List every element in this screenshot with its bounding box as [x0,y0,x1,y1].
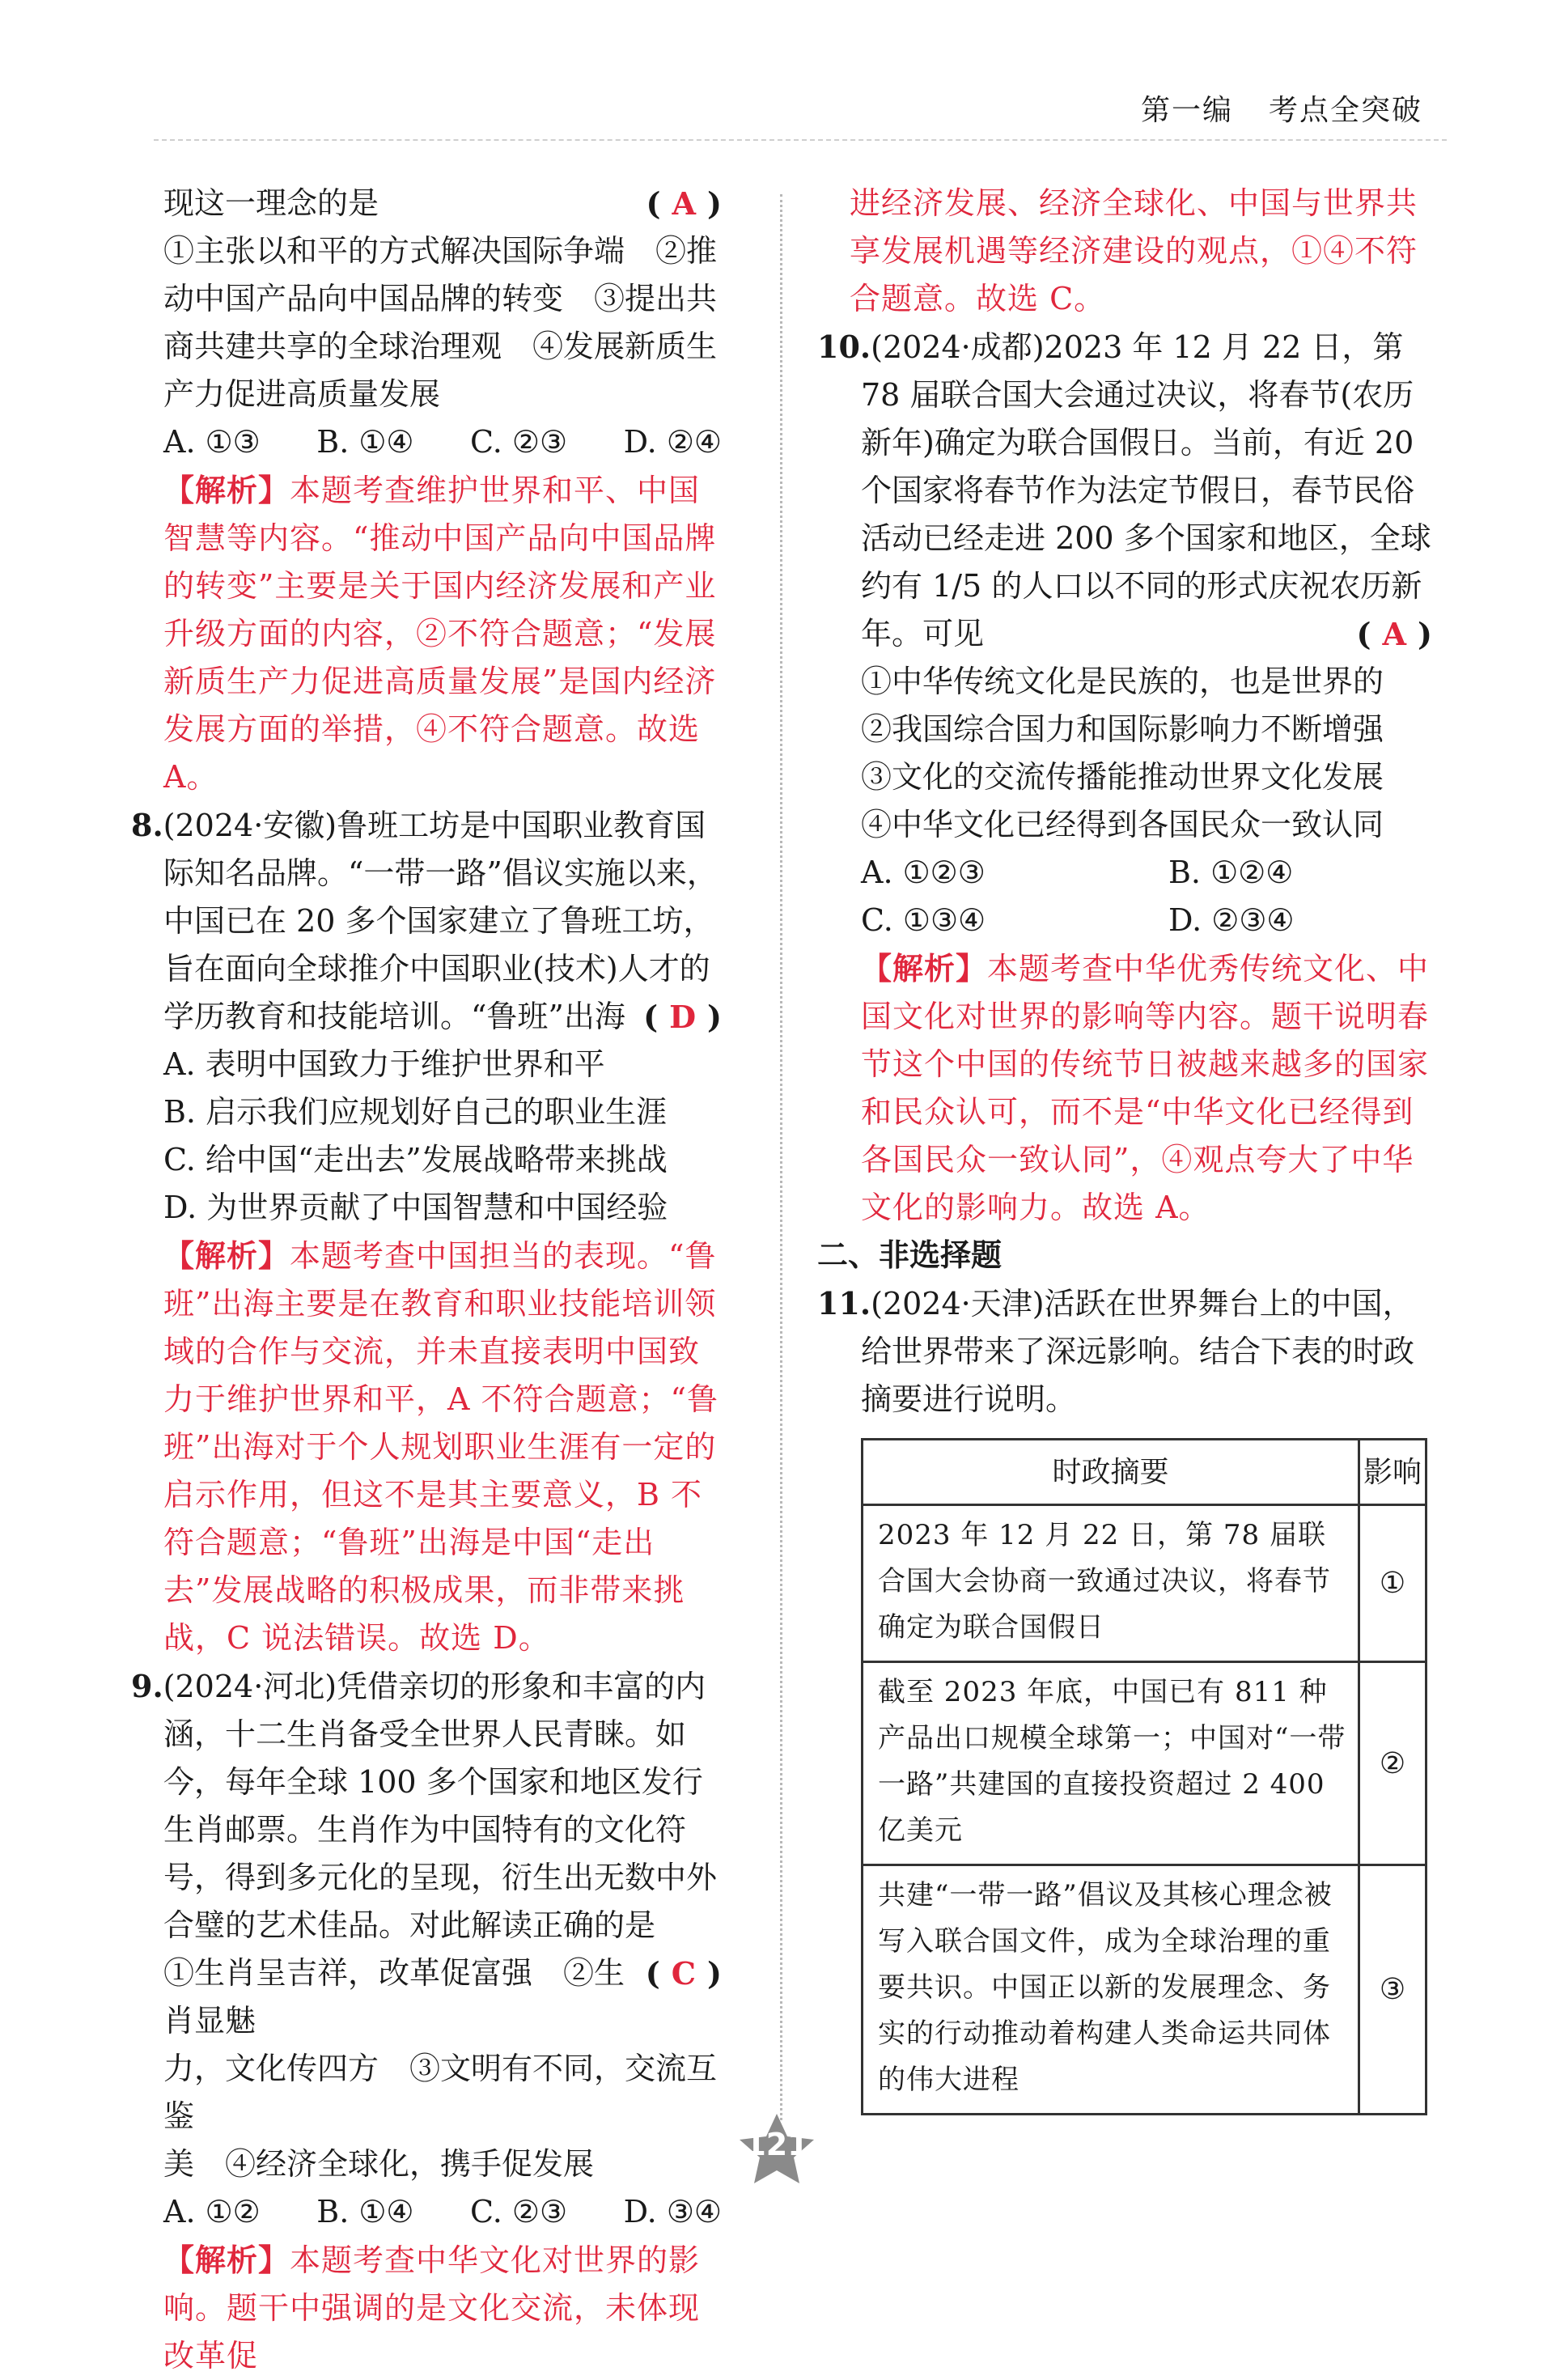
table-cell-content: 2023 年 12 月 22 日，第 78 届联合国大会协商一致通过决议，将春节确定为联合国假日 [863,1505,1359,1662]
q9-analysis-text: 本题考查中华文化对世界的影响。题干中强调的是文化交流，未体现改革促 [163,2242,701,2374]
q9-answer-letter: C [671,1955,697,1992]
header-part: 第一编 [1140,94,1233,127]
q9-option-d: D. ③④ [623,2194,722,2229]
q7-line-3: 商共建共享的全球治理观 ④发展新质生 [163,329,718,364]
q10-analysis-tag: 【解析】 [861,950,988,986]
q9-options [131,2188,722,2236]
summary-table [861,1438,1427,2115]
q10-option-d: D. ②③④ [1168,902,1295,938]
q8-analysis-tag: 【解析】 [163,1237,290,1274]
q8-stem-text: (2024·安徽)鲁班工坊是中国职业教育国际知名品牌。“一带一路”倡议实施以来，中国已在 20 多个国家建立了鲁班工坊，旨在面向全球推介中国职业(技术)人才的学历教育和技能培训。“鲁班”出海 [163,808,718,1034]
question-8 [131,801,722,1662]
q9-answer: ( C ) [645,1955,722,1992]
q7-line-2: 动中国产品向中国品牌的转变 ③提出共 [163,281,718,316]
q9-stem-text: (2024·河北)凭借亲切的形象和丰富的内涵，十二生肖备受全世界人民青睐。如今，每年全球 100 多个国家和地区发行生肖邮票。生肖作为中国特有的文化符号，得到多元化的呈现，衍生出无数中外合璧的艺术佳品。对此解读正确的是 [163,1669,718,1943]
table-header-summary: 时政摘要 [863,1440,1359,1505]
q8-option-a: A. 表明中国致力于维护世界和平 [163,1046,605,1082]
section-title: 二、非选择题 [817,1237,1003,1273]
q10-line-1: ①中华传统文化是民族的，也是世界的 [861,664,1384,699]
table-header-impact: 影响 [1359,1440,1426,1505]
question-9 [131,1662,722,2380]
q7-line-1: ①主张以和平的方式解决国际争端 ②推 [163,233,718,269]
q8-option-c: C. 给中国“走出去”发展战略带来挑战 [163,1142,668,1177]
table-cell-content: 共建“一带一路”倡议及其核心理念被写入联合国文件，成为全球治理的重要共识。中国正以新的发展理念、务实的行动推动着构建人类命运共同体的伟大进程 [863,1865,1359,2115]
q11-stem-text: (2024·天津)活跃在世界舞台上的中国，给世界带来了深远影响。结合下表的时政摘要进行说明。 [861,1286,1415,1417]
q9-analysis-tag: 【解析】 [163,2242,290,2278]
q7-line-4: 产力促进高质量发展 [163,376,441,412]
q8-answer: ( D ) [643,999,722,1035]
header-rule [154,139,1447,141]
table-row [863,1505,1426,1662]
q9-stem [131,1662,722,1992]
q10-answer: ( A ) [1356,616,1432,652]
q8-analysis-text: 本题考查中国担当的表现。“鲁班”出海主要是在教育和职业技能培训领域的合作与交流，并未直接表明中国致力于维护世界和平，A 不符合题意；“鲁班”出海对于个人规划职业生涯有一定的启示作用，但这不是其主要意义，B 不符合题意；“鲁班”出海是中国“走出去”发展战略的积极成果，而非带来挑战，C 说法错误。故选 D。 [163,1238,719,1656]
q11-number: 11. [817,1285,871,1322]
q9-line-2: 力，文化传四方 ③文明有不同，交流互鉴 [163,2051,718,2134]
q7-stem [131,180,722,227]
q10-answer-letter: A [1382,616,1407,652]
q9-line-3: 美 ④经济全球化，携手促发展 [163,2146,595,2182]
q8-option-d: D. 为世界贡献了中国智慧和中国经验 [163,1190,668,1225]
q7-option-a: A. ①③ [163,424,261,460]
q7-stem-text: 现这一理念的是 [163,185,379,221]
table-cell-mark: ① [1359,1505,1426,1662]
table-cell-mark: ② [1359,1662,1426,1865]
q10-option-b: B. ①②④ [1168,855,1294,890]
page-number-badge [736,2112,817,2185]
q8-number: 8. [131,807,163,843]
q10-line-3: ③文化的交流传播能推动世界文化发展 [861,759,1384,795]
q7-answer-letter: A [672,185,697,222]
q7-analysis-tag: 【解析】 [163,472,290,508]
q10-analysis [817,944,1432,1232]
column-divider [780,194,782,2120]
q9-number: 9. [131,1668,163,1704]
q9-analysis [131,2236,722,2380]
q7-answer: ( A ) [646,185,722,222]
question-11 [817,1279,1432,2115]
q7-analysis [131,466,722,801]
q9-option-c: C. ②③ [470,2194,568,2229]
q11-stem [817,1279,1432,1423]
table-row [863,1662,1426,1865]
q7-option-d: D. ②④ [623,424,722,460]
q9-option-b: B. ①④ [316,2194,414,2229]
q10-option-c: C. ①③④ [861,902,986,938]
page-header [1141,87,1422,129]
q7-analysis-text: 本题考查维护世界和平、中国智慧等内容。“推动中国产品向中国品牌的转变”主要是关于国内经济发展和产业升级方面的内容，②不符合题意；“发展新质生产力促进高质量发展”是国内经济发展方面的举措，④不符合题意。故选 A。 [163,473,717,795]
table-header-row [863,1440,1426,1505]
q8-option-b: B. 启示我们应规划好自己的职业生涯 [163,1094,668,1130]
q7-option-b: B. ①④ [316,424,414,460]
header-title: 考点全突破 [1268,94,1422,127]
left-column [131,180,722,2380]
q10-analysis-text: 本题考查中华优秀传统文化、中国文化对世界的影响等内容。题干说明春节这个中国的传统节日被越来越多的国家和民众认可，而不是“中华文化已经得到各国民众一致认同”，④观点夸大了中华文化的影响力。故选 A。 [861,951,1430,1225]
q8-stem [131,801,722,1041]
q10-stem [817,323,1432,658]
q10-line-2: ②我国综合国力和国际影响力不断增强 [861,711,1384,747]
table-row [863,1865,1426,2115]
q10-stem-text: (2024·成都)2023 年 12 月 22 日，第 78 届联合国大会通过决议，将春节(农历新年)确定为联合国假日。当前，有近 20 个国家将春节作为法定节假日，春节民俗活动已经走进 200 多个国家和地区，全球约有 1/5 的人口以不同的形式庆祝农历新年。可见 [861,329,1431,651]
right-column [817,180,1432,2115]
q8-answer-letter: D [669,999,697,1035]
page-number: 121 [744,2127,809,2162]
q10-option-a: A. ①②③ [861,855,986,890]
q10-options [817,849,1432,944]
q10-line-4: ④中华文化已经得到各国民众一致认同 [861,807,1384,842]
table-cell-content: 截至 2023 年底，中国已有 811 种产品出口规模全球第一；中国对“一带一路”共建国的直接投资超过 2 400 亿美元 [863,1662,1359,1865]
q9-option-a: A. ①② [163,2194,261,2229]
q9-analysis-continued: 进经济发展、经济全球化、中国与世界共享发展机遇等经济建设的观点，①④不符合题意。故选 C。 [850,185,1418,316]
q9-line-1: ①生肖呈吉祥，改革促富强 ②生肖显魅 [163,1955,625,2038]
question-10 [817,323,1432,1232]
q7-options [131,418,722,466]
q8-analysis [131,1232,722,1662]
question-7 [131,180,722,801]
q10-number: 10. [817,329,871,365]
table-cell-mark: ③ [1359,1865,1426,2115]
q7-option-c: C. ②③ [470,424,568,460]
